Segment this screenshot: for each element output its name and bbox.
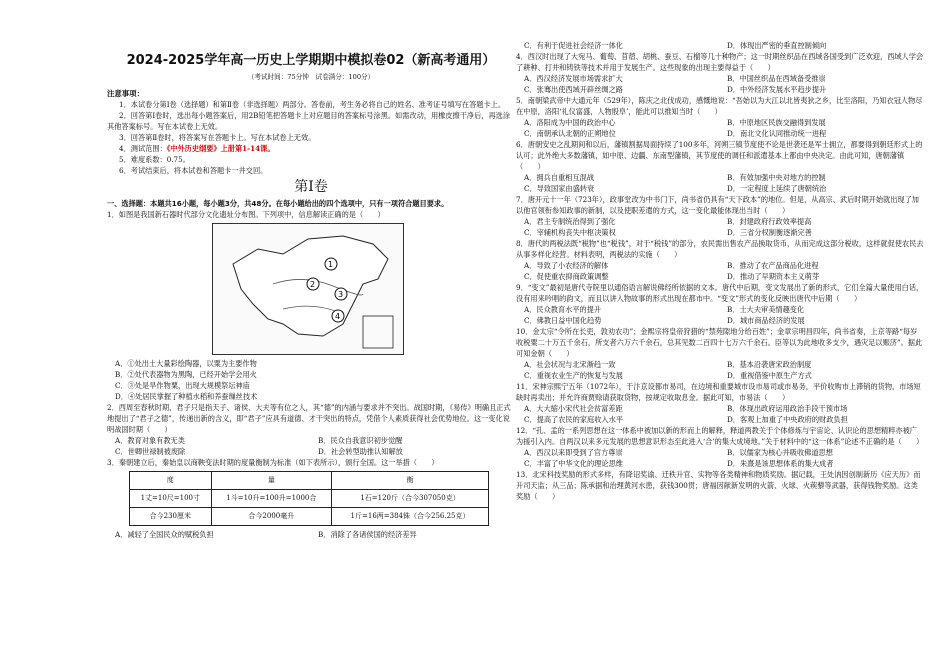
option[interactable]: A．君主专制统治得到了强化 — [524, 217, 616, 226]
notice-item: 5．难度系数：0.75。 — [119, 155, 190, 164]
svg-text:1: 1 — [328, 260, 334, 269]
question-options — [516, 304, 924, 326]
question-stem: 1．如图是我国新石器时代部分文化遗址分布图。下列项中，信息解读正确的是（ ） — [107, 210, 385, 219]
notice-item: 4．测试范围：《中外历史纲要》上册第1-14课。 — [119, 144, 275, 153]
option[interactable]: C．促使重农抑商政策调整 — [524, 272, 609, 281]
table-row — [130, 508, 489, 526]
notice-item: 3．回答第Ⅱ卷时，将答案写在答题卡上。写在本试卷上无效。 — [119, 133, 316, 142]
table-cell: 合今230厘米 — [130, 508, 212, 526]
option[interactable]: A．民众教育水平的提升 — [524, 305, 602, 314]
option[interactable]: A．减轻了全国民众的赋税负担 — [115, 530, 214, 539]
option[interactable]: B．中国丝织品在西域备受推崇 — [727, 74, 826, 83]
table-cell: 1石=120斤（合今307050克） — [332, 490, 489, 508]
option[interactable]: C．宰辅机构丧失中枢决策权 — [524, 228, 616, 237]
question-options — [516, 260, 924, 282]
question-stem: 2．西周至春秋时期，君子只是指天子、诸侯、大夫等有位之人，其“德”的内涵与要求并不突出。战国时期，《易传》明确且正式地提出了“君子之德”，传递出新的含义，即“君子”应具有道德、才干突出的特点，凭借个人素质获得社会优势地位。这一变化说明战国时期（ ） — [107, 403, 511, 434]
question-stem: 7．唐开元十一年（723年），政事堂改为中书门下，尚书省仍具有“天下政本”的地位。但是，从高宗、武后时期开始就出现了加以他官领衔参知政事的新制，以及使职差遣的方式，这一变化最能体现出当时（ ） — [516, 195, 919, 215]
option[interactable]: C．张骞出使西域开辟丝绸之路 — [524, 85, 623, 94]
option[interactable]: B．士大夫审美情趣变化 — [727, 305, 805, 314]
option[interactable]: A．①处出土大量彩绘陶器，以粟为主要作物 — [115, 359, 257, 368]
option[interactable]: C．提高了农民的家庭收入水平 — [524, 415, 623, 424]
exam-subtitle: （考试时间：75分钟 试卷满分：100分） — [247, 73, 375, 81]
option[interactable]: D．④处居民掌握了种植水稻和养蚕缫丝技术 — [115, 392, 258, 401]
table-cell: 1斗=10升=100升=1000合 — [211, 490, 331, 508]
option[interactable]: D．城市商品经济的发展 — [727, 316, 805, 325]
option[interactable]: B．推动了农产品商品化进程 — [727, 261, 819, 270]
option[interactable]: D．一定程度上延续了唐朝统治 — [727, 184, 827, 193]
notice-item: 2．回答第Ⅰ卷时，选出每小题答案后，用2B铅笔把答题卡上对应题目的答案标号涂黑。如需改动，用橡皮擦干净后，再选涂其他答案标号。写在本试卷上无效。 — [107, 111, 511, 131]
question-options — [516, 172, 924, 194]
table-header-row — [130, 472, 489, 490]
question-options — [516, 216, 924, 238]
table-header: 度 — [130, 472, 212, 490]
question-options — [516, 73, 924, 95]
option[interactable]: D．体现出严密的垂直控制倾向 — [727, 41, 827, 50]
option[interactable]: B．体现出政府运用政治手段干预市场 — [727, 404, 848, 413]
svg-text:4: 4 — [335, 312, 341, 321]
question-options — [516, 403, 924, 425]
option[interactable]: A．教育对象有教无类 — [115, 436, 185, 445]
option[interactable]: C．导致国家由盛转衰 — [524, 184, 595, 193]
option[interactable]: A．西汉经济发展市场需求扩大 — [524, 74, 623, 83]
question-stem: 9．“变文”最初是唐代寺院里以通俗语言解说佛经所依据的文本。唐代中后期，变文发展出了新的形式，它们全篇大量使用白话，没有用来吟唱的韵文，而且以讲入物故事的形式出现在都市中。“变文”形式的变化反映出唐代中后期（ ） — [516, 283, 924, 303]
option[interactable]: D．朱熹是该思想体系的集大成者 — [727, 459, 834, 468]
question-options — [516, 117, 924, 139]
notice-item: 6．考试结束后，将本试卷和答题卡一并交回。 — [119, 166, 268, 175]
option[interactable]: B．②处代表器物为黑陶，已经开始学会用火 — [115, 370, 257, 379]
option[interactable]: B．有效加强中央对地方的控制 — [727, 173, 826, 182]
option[interactable]: B．民众自我意识初步觉醒 — [318, 436, 403, 445]
table-header: 量 — [211, 472, 331, 490]
option[interactable]: C．③处是旱作物粟，出现大规模祭坛神庙 — [115, 381, 250, 390]
option[interactable]: C．佛教日益中国化趋势 — [524, 316, 602, 325]
question-options — [516, 359, 924, 381]
option[interactable]: D．社会转型助推认知解放 — [318, 447, 403, 456]
option[interactable]: B．消除了各诸侯国的经济差异 — [318, 530, 417, 539]
option[interactable]: D．重视借鉴中原生产方式 — [727, 371, 812, 380]
section-title: 第Ⅰ卷 — [294, 179, 328, 195]
question-stem: 5．南朝梁武帝中大通元年（529年），陈庆之北伐成功，感慨地说：“吾始以为大江以北皆夷狄之乡，比至洛阳，乃知衣冠人物尽在中原，洛阳‘礼仪富盛，人物殷阜’，能此可以推知当时（ ） — [516, 96, 923, 116]
svg-text:3: 3 — [338, 290, 344, 299]
svg-text:2: 2 — [310, 280, 316, 289]
option[interactable]: B．封建政府行政效率提高 — [727, 217, 812, 226]
option[interactable]: C．南朝承认北朝的正朔地位 — [524, 129, 616, 138]
question-stem: 10．金太宗“令所在长吏，敦劝农功”；金熙宗将皇帝狩猎的“禁苑隙地分给百姓”；金章宗明昌四年，尚书省奏，上京等路“每岁收税粟二十万五千余石，所支者六万六千余石，总其见数二百四十七万六千余石。臣等以为此地收多支少，遇灾足以赈济”。据此可知金朝（ ） — [516, 327, 923, 358]
table-cell: 1丈=10尺=100寸 — [130, 490, 212, 508]
notice-item: 1．本试卷分第Ⅰ卷（选择题）和第Ⅱ卷（非选择题）两部分。答卷前，考生务必将自己的姓名、准考证号填写在答题卡上。 — [119, 100, 506, 109]
section-intro: 一、选择题：本题共16小题，每小题3分，共48分。在每小题给出的四个选项中，只有一项符合题目要求。 — [107, 199, 449, 208]
question-stem: 8．唐代的两税法既“税物”也“税钱”，对于“税钱”的部分，农民需出售农产品换取货币，从而完成这部分税收，这样就促使农民去从事多样化经营。材料表明，两税法的实施（ ） — [516, 239, 924, 259]
measure-table — [129, 471, 489, 526]
option[interactable]: C．有利于促进社会经济一体化 — [524, 41, 623, 50]
table-row — [130, 490, 489, 508]
option[interactable]: C．重视农业生产的恢复与发展 — [524, 371, 623, 380]
table-cell: 合今2000毫升 — [211, 508, 331, 526]
question-options — [107, 529, 515, 540]
neolithic-map-figure — [212, 223, 404, 355]
question-options — [107, 358, 515, 402]
question-stem: 4．西汉时出现了大宛马、葡萄、苜蓿、胡桃、蚕豆、石榴等几十种物产；这一时期丝织品在西域各国受到广泛欢迎，西域人学会了耕种、打井和铸铁等技术并用于发展生产。这些现象的出现主要得益于（ ） — [516, 52, 924, 72]
option[interactable]: A．拥兵自重相互混战 — [524, 173, 594, 182]
notice-heading: 注意事项： — [107, 89, 144, 98]
option[interactable]: D．客观上加重了中央政府的财政负担 — [727, 415, 848, 424]
option[interactable]: B．以儒家为核心并吸收佛道思想 — [727, 448, 833, 457]
option[interactable]: C．丰富了中华文化的理论思维 — [524, 459, 623, 468]
option[interactable]: D．推动了早期资本主义萌芽 — [727, 272, 820, 281]
china-map-icon — [213, 224, 403, 354]
question-options — [516, 40, 924, 51]
option[interactable]: A．西汉以来即受到了官方尊崇 — [524, 448, 623, 457]
question-options — [107, 435, 515, 457]
option[interactable]: B．基本沿袭唐宋政治制度 — [727, 360, 812, 369]
left-column — [107, 40, 515, 540]
option[interactable]: A．社会状况与北宋渐趋一致 — [524, 360, 616, 369]
question-options — [516, 447, 924, 469]
right-column — [516, 40, 924, 502]
option[interactable]: C．世卿世禄制被废除 — [115, 447, 186, 456]
option[interactable]: A．导致了小农经济的解体 — [524, 261, 609, 270]
option[interactable]: D．南北文化认同推动统一进程 — [727, 129, 827, 138]
question-stem: 3．秦朝建立后，秦始皇以商鞅变法时期的度量衡制为标准（如下表所示），颁行全国。这一举措（ ） — [107, 458, 439, 467]
table-header: 衡 — [332, 472, 489, 490]
option[interactable]: D．三省分权制衡逐渐完善 — [727, 228, 812, 237]
option[interactable]: D．中外经济发展水平趋步提升 — [727, 85, 827, 94]
question-stem: 12．“孔、孟的一系列思想在这一体系中被加以新的形而上的解释，释道两教关于个体修炼与宇宙论、认识论的思想精粹亦被广为援引入内。自两汉以来多元发展的思想意识形态至此进入‘合’的集大成境地。”关于材料中的“这一体系”论述不正确的是（ ） — [516, 426, 924, 446]
exam-title: 2024-2025学年高一历史上学期期中模拟卷02（新高考通用） — [126, 53, 496, 68]
table-cell: 1斤=16两=384铢（合今256.25克） — [332, 508, 489, 526]
question-stem: 6．唐朝安史之乱期间和以后，藩镇割据局面持续了100多年，河朔三镇节度使不论是世袭还是军士拥立，都要得到朝廷形式上的认可；此外绝大多数藩镇，如中原、边疆、东南型藩镇，其节度使的调任和派遣基本上都由中央决定。由此可知，唐朝藩镇（ ） — [516, 140, 923, 171]
question-stem: 11．宋神宗熙宁五年（1072年），于汴京设都市易司，在边境和重要城市设市易司或市易务，平价收购市上滞销的货物，市场短缺时再卖出；并允许商贾赊请获取货物，按规定收取息金。据此可知，市易法（ ） — [516, 382, 921, 402]
scope-red-text: 《中外历史纲要》上册第1-14课。 — [166, 144, 275, 153]
option[interactable]: A．洛阳成为中国的政治中心 — [524, 118, 616, 127]
question-stem: 13．北宋科技奖励的形式多样，有降诏奖谕、迁秩升官、实物等各类精神和物质奖励。据记载，王处讷因创制新历《应天历》而升司天监；从三品；陈承据和治理黄河水患，获钱300贯；唐福因献新发明的火箭、火球、火蒺藜等武器，获得钱物奖励。这类奖励（ ） — [516, 470, 921, 501]
option[interactable]: B．中原地区民族交融得到发展 — [727, 118, 826, 127]
option[interactable]: A．大大缩小宋代社会贫富差距 — [524, 404, 623, 413]
